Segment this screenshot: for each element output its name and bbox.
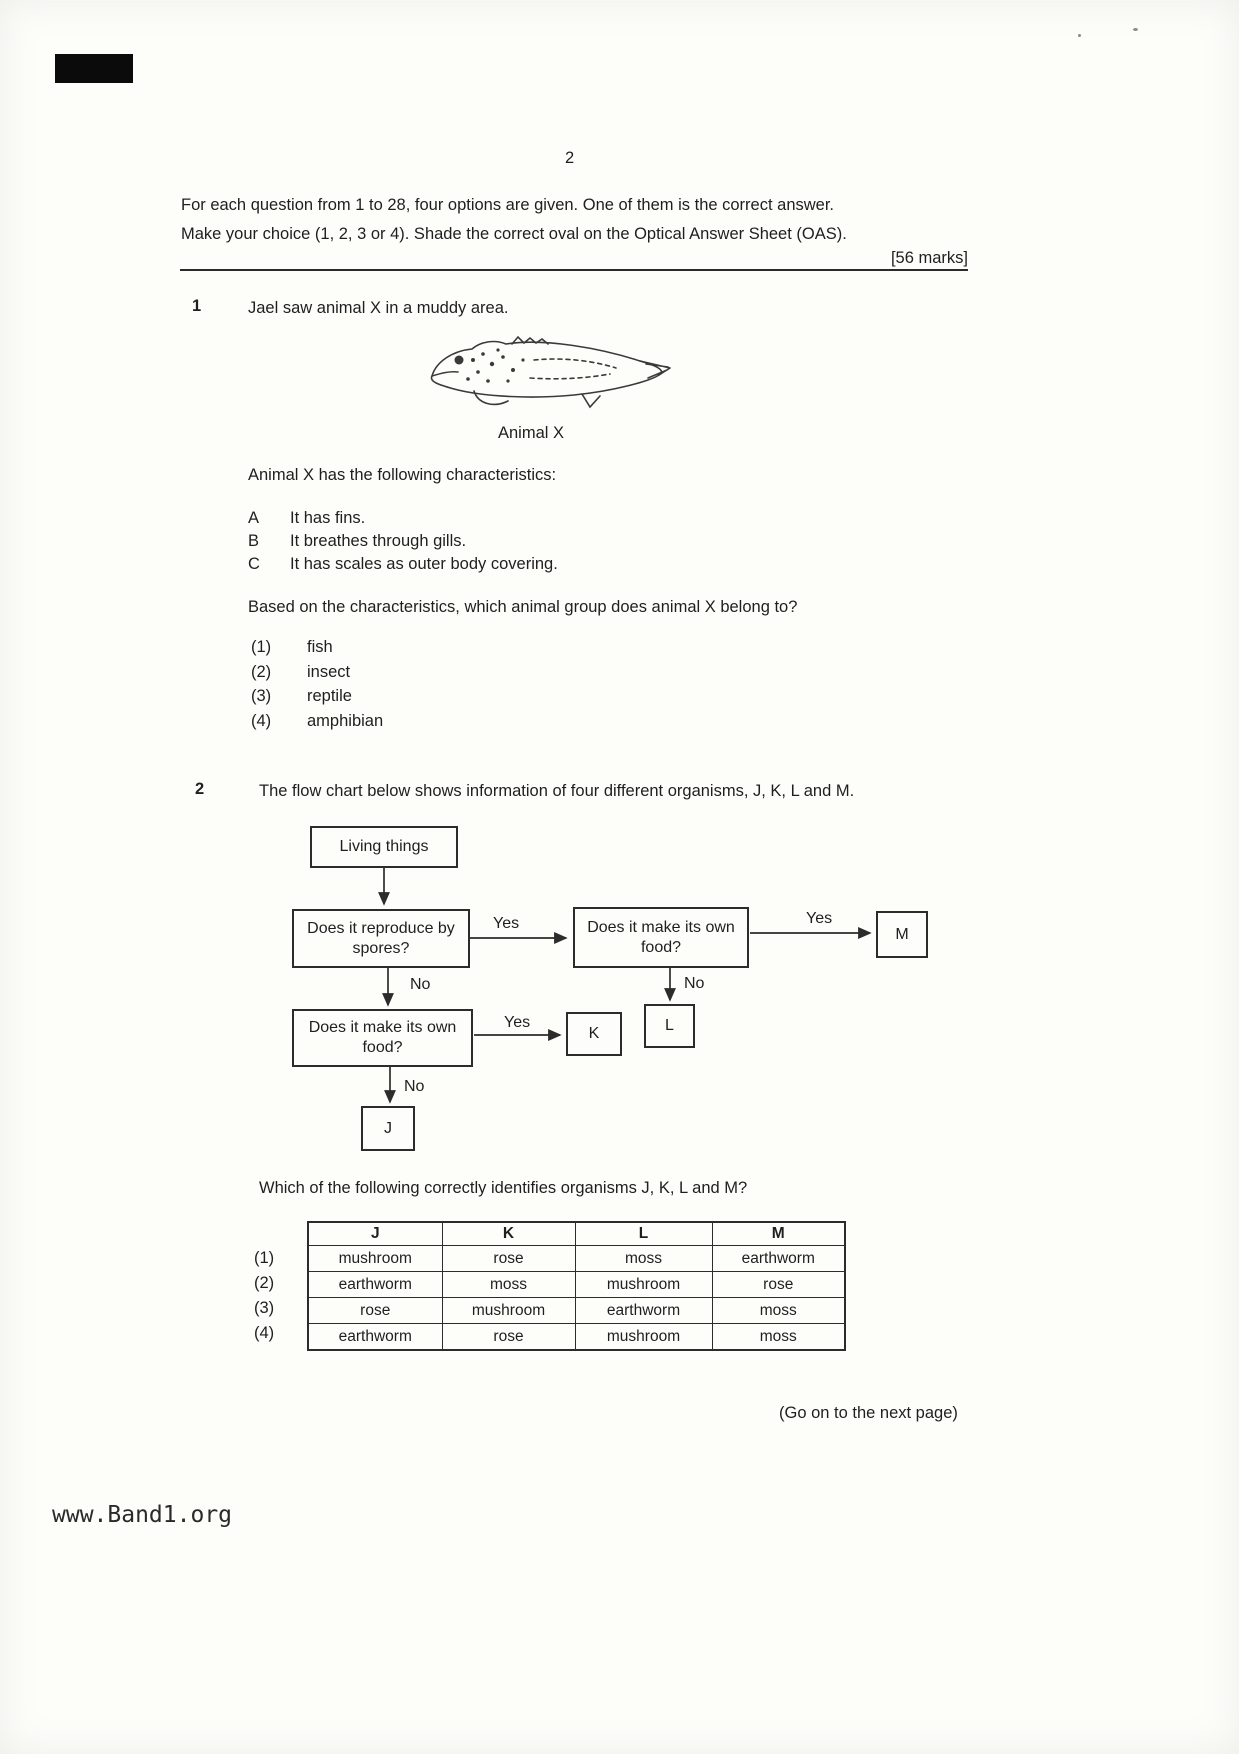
q1-char-c-label: C [248, 555, 260, 573]
table-cell: mushroom [575, 1324, 712, 1351]
q1-number: 1 [192, 297, 202, 315]
redacted-logo [55, 54, 133, 83]
flowchart-yes-label-3: Yes [504, 1014, 531, 1031]
q1-stem: Jael saw animal X in a muddy area. [248, 299, 509, 317]
q1-option-4-label: (4) [251, 712, 272, 730]
table-row [308, 1246, 845, 1272]
table-cell: earthworm [575, 1298, 712, 1324]
table-row [308, 1272, 845, 1298]
marks-note: [56 marks] [890, 249, 968, 267]
table-cell: moss [442, 1272, 575, 1298]
flowchart-yes-label-1: Yes [493, 915, 520, 932]
flowchart-no-label-2: No [684, 975, 705, 992]
animal-x-caption: Animal X [498, 424, 565, 442]
flowchart-arrows [0, 800, 1000, 1160]
table-header-k: K [442, 1222, 575, 1246]
q1-char-b-label: B [248, 532, 260, 550]
q2-stem: The flow chart below shows information of four different organisms, J, K, L and M. [259, 782, 855, 800]
q2-number: 2 [195, 780, 205, 798]
scan-artifact [1078, 34, 1081, 37]
q2-option-3-label: (3) [254, 1299, 275, 1317]
table-cell: rose [442, 1246, 575, 1272]
flowchart-no-label-1: No [410, 976, 431, 993]
q1-question: Based on the characteristics, which animal group does animal X belong to? [248, 598, 798, 616]
flowchart-spores-question-box: Does it reproduce by spores? [292, 909, 470, 968]
page-number: 2 [565, 149, 575, 167]
flowchart-node-k-box: K [566, 1012, 622, 1056]
instructions-divider [180, 269, 968, 271]
q1-char-c-text: It has scales as outer body covering. [290, 555, 558, 573]
q1-char-a-label: A [248, 509, 260, 527]
table-row [308, 1298, 845, 1324]
flowchart-food-question-bottom-box: Does it make its own food? [292, 1009, 473, 1067]
q1-char-b-text: It breathes through gills. [290, 532, 467, 550]
flowchart-no-label-3: No [404, 1078, 425, 1095]
table-cell: rose [308, 1298, 442, 1324]
q1-char-a-text: It has fins. [290, 509, 366, 527]
table-cell: mushroom [442, 1298, 575, 1324]
table-cell: earthworm [712, 1246, 845, 1272]
q1-option-2-text: insect [307, 663, 351, 681]
q1-option-1-label: (1) [251, 638, 272, 656]
q2-option-1-label: (1) [254, 1249, 275, 1267]
q1-option-1-text: fish [307, 638, 333, 656]
flowchart-node-m-box: M [876, 911, 928, 958]
table-cell: rose [442, 1324, 575, 1351]
flowchart-start-box: Living things [310, 826, 458, 868]
table-header-l: L [575, 1222, 712, 1246]
scan-artifact [1133, 28, 1138, 31]
animal-x-sketch [412, 330, 680, 426]
next-page-note: (Go on to the next page) [779, 1404, 958, 1422]
animal-x-illustration [412, 330, 680, 431]
flowchart-node-l-box: L [644, 1004, 695, 1048]
q1-option-3-label: (3) [251, 687, 272, 705]
table-cell: earthworm [308, 1324, 442, 1351]
table-cell: moss [712, 1298, 845, 1324]
q2-question: Which of the following correctly identifies organisms J, K, L and M? [259, 1179, 748, 1197]
table-header-m: M [712, 1222, 845, 1246]
table-cell: mushroom [575, 1272, 712, 1298]
instructions-line-2: Make your choice (1, 2, 3 or 4). Shade the correct oval on the Optical Answer Sheet (OAS). [181, 225, 847, 243]
table-header-row [308, 1222, 845, 1246]
q1-option-2-label: (2) [251, 663, 272, 681]
footer-url: www.Band1.org [52, 1502, 233, 1528]
flowchart-yes-label-2: Yes [806, 910, 833, 927]
q1-option-4-text: amphibian [307, 712, 384, 730]
flowchart-food-question-top-box: Does it make its own food? [573, 907, 749, 968]
q2-option-4-label: (4) [254, 1324, 275, 1342]
flowchart-node-j-box: J [361, 1106, 415, 1151]
table-cell: rose [712, 1272, 845, 1298]
q1-characteristics-intro: Animal X has the following characteristics: [248, 466, 557, 484]
table-cell: earthworm [308, 1272, 442, 1298]
table-cell: moss [712, 1324, 845, 1351]
table-cell: mushroom [308, 1246, 442, 1272]
q2-answer-table [307, 1221, 846, 1351]
table-cell: moss [575, 1246, 712, 1272]
q2-option-2-label: (2) [254, 1274, 275, 1292]
table-row [308, 1324, 845, 1351]
q1-option-3-text: reptile [307, 687, 352, 705]
instructions-line-1: For each question from 1 to 28, four options are given. One of them is the correct answer. [181, 196, 835, 214]
table-header-j: J [308, 1222, 442, 1246]
